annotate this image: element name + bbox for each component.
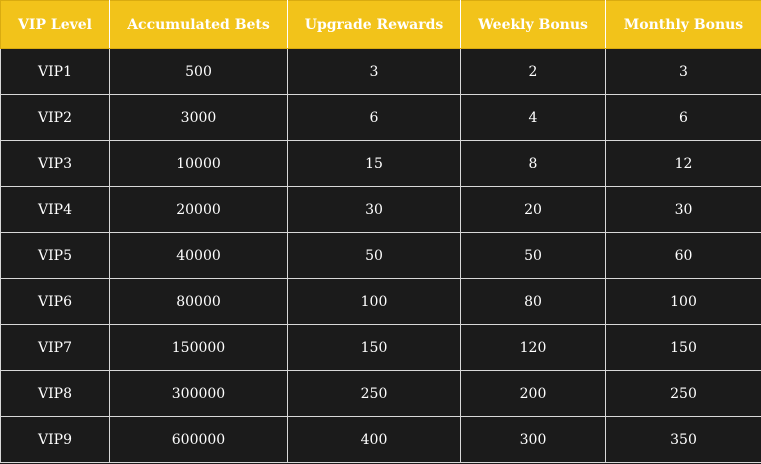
cell-upgrade-rewards: 150 — [288, 325, 461, 371]
cell-accumulated-bets: 300000 — [110, 371, 288, 417]
cell-vip-level: VIP3 — [1, 141, 110, 187]
header-vip-level: VIP Level — [1, 1, 110, 49]
cell-monthly-bonus: 6 — [606, 95, 761, 141]
header-accumulated-bets: Accumulated Bets — [110, 1, 288, 49]
cell-vip-level: VIP1 — [1, 49, 110, 95]
cell-monthly-bonus: 60 — [606, 233, 761, 279]
cell-accumulated-bets: 600000 — [110, 417, 288, 463]
cell-vip-level: VIP8 — [1, 371, 110, 417]
cell-accumulated-bets: 80000 — [110, 279, 288, 325]
cell-monthly-bonus: 30 — [606, 187, 761, 233]
table-row — [1, 141, 761, 187]
cell-weekly-bonus: 20 — [461, 187, 606, 233]
cell-vip-level: VIP9 — [1, 417, 110, 463]
header-weekly-bonus: Weekly Bonus — [461, 1, 606, 49]
cell-monthly-bonus: 12 — [606, 141, 761, 187]
cell-weekly-bonus: 2 — [461, 49, 606, 95]
cell-upgrade-rewards: 3 — [288, 49, 461, 95]
cell-monthly-bonus: 3 — [606, 49, 761, 95]
table-row — [1, 325, 761, 371]
cell-accumulated-bets: 40000 — [110, 233, 288, 279]
cell-upgrade-rewards: 100 — [288, 279, 461, 325]
cell-accumulated-bets: 20000 — [110, 187, 288, 233]
cell-weekly-bonus: 8 — [461, 141, 606, 187]
cell-weekly-bonus: 200 — [461, 371, 606, 417]
cell-upgrade-rewards: 400 — [288, 417, 461, 463]
cell-monthly-bonus: 100 — [606, 279, 761, 325]
cell-upgrade-rewards: 15 — [288, 141, 461, 187]
cell-monthly-bonus: 250 — [606, 371, 761, 417]
table-row — [1, 233, 761, 279]
table-header-row — [1, 1, 761, 49]
cell-upgrade-rewards: 6 — [288, 95, 461, 141]
cell-vip-level: VIP7 — [1, 325, 110, 371]
cell-upgrade-rewards: 30 — [288, 187, 461, 233]
cell-vip-level: VIP2 — [1, 95, 110, 141]
cell-vip-level: VIP5 — [1, 233, 110, 279]
cell-weekly-bonus: 300 — [461, 417, 606, 463]
cell-vip-level: VIP4 — [1, 187, 110, 233]
table-row — [1, 417, 761, 463]
table-row — [1, 49, 761, 95]
table-row — [1, 279, 761, 325]
cell-accumulated-bets: 10000 — [110, 141, 288, 187]
cell-accumulated-bets: 150000 — [110, 325, 288, 371]
header-upgrade-rewards: Upgrade Rewards — [288, 1, 461, 49]
cell-vip-level: VIP6 — [1, 279, 110, 325]
cell-monthly-bonus: 150 — [606, 325, 761, 371]
cell-upgrade-rewards: 250 — [288, 371, 461, 417]
header-monthly-bonus: Monthly Bonus — [606, 1, 761, 49]
cell-monthly-bonus: 350 — [606, 417, 761, 463]
table-row — [1, 371, 761, 417]
cell-weekly-bonus: 120 — [461, 325, 606, 371]
table-row — [1, 187, 761, 233]
cell-accumulated-bets: 500 — [110, 49, 288, 95]
cell-weekly-bonus: 50 — [461, 233, 606, 279]
cell-weekly-bonus: 80 — [461, 279, 606, 325]
cell-weekly-bonus: 4 — [461, 95, 606, 141]
table-row — [1, 95, 761, 141]
cell-upgrade-rewards: 50 — [288, 233, 461, 279]
cell-accumulated-bets: 3000 — [110, 95, 288, 141]
